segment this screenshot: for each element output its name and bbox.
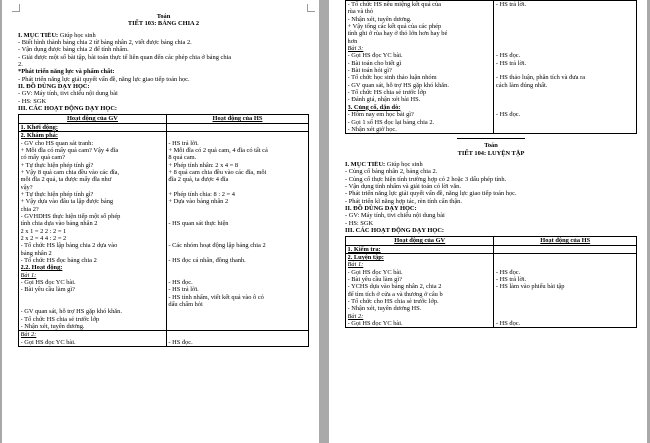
objectives-heading: I. MỤC TIÊU: xyxy=(18,31,59,39)
student-activity-cell xyxy=(166,132,308,331)
cell-text-line: mỗi đĩa 2 quả, ta được mấy đĩa như xyxy=(20,176,112,184)
cell-text-line xyxy=(168,308,306,315)
cell-text-line: 2 x 1 = 2 2 : 2 = 1 xyxy=(20,227,67,235)
cell-text-line xyxy=(496,96,635,103)
cell-text-line xyxy=(496,261,635,268)
cell-text-line: bảng nhân 2 xyxy=(20,249,52,257)
cell-text-line: + Mỗi đĩa có mấy quả cam? Vậy 4 đĩa xyxy=(20,146,119,154)
cell-text-line: + Dựa vào bảng nhân 2 xyxy=(168,198,229,206)
cell-text-line: - Tổ chức HS chia sẻ trước lớp xyxy=(347,89,427,97)
cell-text-line: - HS quan sát thực hiện xyxy=(168,220,229,228)
cell-text-line: + 8 quả cam chia đều vào các đĩa, mỗi xyxy=(168,168,267,176)
cell-text-line: + Vậy tổng các kết quả của các phép xyxy=(347,23,442,31)
lesson-title: TIẾT 104: LUYỆN TẬP xyxy=(457,149,525,157)
table-row xyxy=(19,132,309,331)
cell-text-line: - Tổ chức cho HS chia sẻ trước lớp. xyxy=(347,298,439,306)
cell-text-line xyxy=(496,291,635,298)
cell-text-line xyxy=(496,313,635,320)
list-item: 2. xyxy=(18,61,23,69)
table-row xyxy=(346,245,637,253)
cell-text-line: để tìm tích ở cửa a và thương ở câu b xyxy=(347,290,443,298)
column-header-student: Hoạt động của HS xyxy=(166,115,308,123)
table-row xyxy=(346,254,637,328)
cell-text-line: - HS trả lời. xyxy=(495,276,527,284)
cell-text-line: - Gọi HS đọc YC bài. xyxy=(347,52,403,60)
cell-text-line xyxy=(168,272,306,279)
subject-title: Toán xyxy=(156,13,171,20)
cell-text-line xyxy=(168,264,306,271)
student-activity-cell xyxy=(166,123,308,131)
cell-text-line: - Gọi 1 số HS đọc lại bảng chia 2. xyxy=(347,118,435,126)
cell-text-line: - HS đọc. xyxy=(168,279,193,287)
objectives-tail: Giúp học sinh xyxy=(385,160,423,168)
cell-text-line xyxy=(496,104,635,111)
cell-text-line xyxy=(21,294,165,301)
cell-text-line: - Nhận xét, tuyên dương. xyxy=(20,323,85,331)
cell-text-line: Bài 1: xyxy=(20,271,37,279)
cell-text-line: + Tự thực hiện phép tính gì? xyxy=(20,190,94,198)
student-activity-cell xyxy=(494,245,637,253)
cell-text-line: - GV cho HS quan sát tranh: xyxy=(20,139,94,147)
materials-heading: II. ĐỒ DÙNG DẠY HỌC: xyxy=(345,204,417,212)
list-item: - GV: Máy tính, tivi chiếu nội dung bài xyxy=(18,90,118,98)
cell-text-line: - Hôm nay em học bài gì? xyxy=(347,111,414,119)
table-row xyxy=(346,1,637,134)
list-item: - Phát triển năng lực giải quyết vấn đề, năng lực giao tiếp toán học. xyxy=(345,190,517,198)
cell-text-line: + Vậy dựa vào đâu ta lập được bảng xyxy=(20,198,114,206)
column-header-teacher: Hoạt động của GV xyxy=(19,115,167,123)
lesson-title: TIẾT 103: BẢNG CHIA 2 xyxy=(127,20,200,28)
column-header-teacher: Hoạt động của GV xyxy=(346,237,494,245)
list-item: - HS: SGK xyxy=(345,219,374,227)
list-item: - Biết hình thành bảng chia 2 từ bảng nhân 2, viết được bảng chia 2. xyxy=(18,39,192,47)
cell-text-line xyxy=(496,254,635,261)
cell-text-line: - Gọi HS đọc YC bài. xyxy=(20,338,76,346)
cell-text-line: + Mỗi đĩa có 2 quả cam, 4 đĩa có tất cả xyxy=(168,146,268,154)
continued-activities-table xyxy=(345,0,637,134)
teacher-activity-cell xyxy=(346,254,494,328)
cell-text-line xyxy=(496,23,635,30)
teacher-activity-cell xyxy=(346,245,494,253)
cell-text-line: dấu chấm hỏi xyxy=(168,301,203,309)
margin-corner-mark xyxy=(12,4,20,12)
competency-text: - Phát triển năng lực giải quyết vấn đề, năng lực giao tiếp toán học. xyxy=(18,75,190,83)
cell-text-line: Bài 2: xyxy=(347,312,364,320)
cell-text-line: - Tổ chức HS nêu miệng kết quả của xyxy=(347,1,441,8)
objectives-line xyxy=(345,161,637,168)
list-item: - HS: SGK xyxy=(18,97,47,105)
cell-text-line xyxy=(496,298,635,305)
cell-text-line xyxy=(168,331,306,338)
student-activity-cell xyxy=(494,1,637,134)
section-separator xyxy=(457,138,525,139)
cell-text-line: - Tổ chức học sinh thảo luận nhóm xyxy=(347,74,437,82)
cell-text-line xyxy=(496,67,635,74)
teacher-activity-cell xyxy=(19,331,167,347)
document-page-right xyxy=(329,0,647,443)
cell-text-line: 8 quả cam. xyxy=(168,154,197,162)
cell-text-line: - Tổ chức HS đọc bảng chia 2 xyxy=(20,257,97,264)
cell-text-line: 3. Củng cố, dặn dò: xyxy=(347,103,401,111)
cell-text-line: - GV quan sát, hỗ trợ HS gặp khó khăn. xyxy=(20,308,122,316)
cell-text-line: - Gọi HS đọc YC bài. xyxy=(347,268,403,276)
activities-table xyxy=(345,236,637,328)
cell-text-line xyxy=(21,301,165,308)
subject-title: Toán xyxy=(484,142,498,150)
list-item: - GV: Máy tính, tivi chiếu nội dung bài xyxy=(345,212,445,220)
cell-text-line: - HS đọc. xyxy=(495,52,521,60)
cell-text-line xyxy=(496,305,635,312)
column-header-student: Hoạt động của HS xyxy=(494,237,637,245)
cell-text-line: - Nhận xét, tuyên dương HS. xyxy=(347,305,422,313)
cell-text-line xyxy=(168,228,306,235)
list-item: - Vận dụng tính nhẩm và giải toán có lời văn. xyxy=(345,182,461,190)
cell-text-line: - Bài toán hỏi gì? xyxy=(347,67,392,75)
cell-text-line: tính ghi ở rùa hay ở thỏ lớn hơn hay bé xyxy=(347,30,448,38)
cell-text-line xyxy=(168,316,306,323)
cell-text-line xyxy=(168,213,306,220)
cell-text-line: + Phép tính nhân: 2 x 4 = 8 xyxy=(168,161,239,169)
cell-text-line: có mấy quả cam? xyxy=(20,154,66,162)
cell-text-line: - Nhận xét giờ học. xyxy=(347,125,397,133)
cell-text-line xyxy=(496,45,635,52)
cell-text-line: 2 x 2 = 4 4 : 2 = 2 xyxy=(20,234,67,242)
cell-text-line: - Gọi HS đọc YC bài. xyxy=(347,320,403,328)
cell-text-line: cách làm đúng nhất. xyxy=(495,81,548,89)
list-item: - Giải được một số bài tập, bài toán thực tế liên quan đến các phép chia ở bảng chia xyxy=(18,53,232,61)
page-header-margin xyxy=(2,0,319,13)
cell-text-line xyxy=(496,126,635,133)
teacher-activity-cell xyxy=(19,132,167,331)
cell-text-line: 2. Luyện tập: xyxy=(347,254,384,261)
cell-text-line xyxy=(168,250,306,257)
right-page-content xyxy=(345,0,637,328)
table-row xyxy=(19,123,309,131)
cell-text-line xyxy=(168,323,306,330)
list-item: - Củng cố thực hiện tính trường hợp có 2 hoặc 3 dấu phép tính. xyxy=(345,175,507,183)
competency-heading: *Phát triển năng lực và phẩm chất: xyxy=(18,68,115,76)
cell-text-line: đĩa 2 quả, ta được 4 đĩa xyxy=(168,176,229,184)
teacher-activity-cell xyxy=(346,1,494,134)
cell-text-line: - HS làm vào phiếu bài tập xyxy=(495,283,565,291)
cell-text-line: - Các nhóm hoạt động lập bảng chia 2 xyxy=(168,242,266,250)
student-activity-cell xyxy=(494,254,637,328)
cell-text-line xyxy=(168,235,306,242)
teacher-activity-cell xyxy=(19,123,167,131)
objectives-list xyxy=(18,39,309,68)
cell-text-line: - Nhận xét, tuyên dương. xyxy=(347,15,412,23)
cell-text-line: 2.2. Hoạt động: xyxy=(20,264,63,272)
objectives-list xyxy=(345,168,637,205)
margin-corner-mark xyxy=(307,4,315,12)
cell-text-line: hơn xyxy=(347,37,358,45)
cell-text-line: - Đánh giá, nhận xét bài HS. xyxy=(347,96,421,104)
cell-text-line xyxy=(496,16,635,23)
cell-text-line: chia 2? xyxy=(20,205,39,213)
cell-text-line: + Phép tính chia: 8 : 2 = 4 xyxy=(168,190,235,198)
cell-text-line: - HS đọc. xyxy=(495,320,521,328)
table-row xyxy=(19,331,309,347)
cell-text-line: - Tổ chức HS chia sẻ trước lớp xyxy=(20,315,100,323)
materials-list xyxy=(18,90,309,105)
document-page-left xyxy=(2,0,319,443)
cell-text-line: - HS trả lời. xyxy=(495,59,527,67)
cell-text-line xyxy=(168,206,306,213)
objectives-line xyxy=(18,32,309,39)
cell-text-line: tính chia dựa vào bảng nhân 2 xyxy=(20,220,98,228)
materials-list xyxy=(345,212,637,227)
activities-heading: III. CÁC HOẠT ĐỘNG DẠY HỌC: xyxy=(18,105,118,113)
cell-text-line: - HS đọc. xyxy=(495,111,521,119)
cell-text-line: - HS trả lời. xyxy=(168,286,199,294)
cell-text-line: rùa và thỏ xyxy=(347,8,374,16)
list-item: - Phát triển kĩ năng hợp tác, rèn tính cẩn thận. xyxy=(345,197,462,205)
cell-text-line: + Tự thực hiện phép tính gì? xyxy=(20,161,94,169)
list-item: - Vận dụng được bảng chia 2 để tính nhẩm. xyxy=(18,46,129,54)
cell-text-line xyxy=(168,132,306,139)
cell-text-line: - Bài toán cho biết gì xyxy=(347,59,402,67)
cell-text-line: - HS đọc. xyxy=(168,338,193,346)
objectives-heading: I. MỤC TIÊU: xyxy=(345,160,386,168)
cell-text-line: - HS tính nhẩm, viết kết quả vào ô có xyxy=(168,293,264,301)
cell-text-line: Bài 1: xyxy=(347,261,364,269)
cell-text-line: - HS trả lời. xyxy=(168,139,199,147)
left-page-content xyxy=(18,13,309,347)
cell-text-line: - HS đọc. xyxy=(495,268,521,276)
activities-table xyxy=(18,114,309,347)
cell-text-line: - GV quan sát, hỗ trợ HS gặp khó khăn. xyxy=(347,81,449,89)
cell-text-line xyxy=(496,30,635,37)
cell-text-line xyxy=(496,8,635,15)
cell-text-line: - HS đọc cá nhân, đồng thanh. xyxy=(168,257,246,264)
cell-text-line: - GVHDHS thực hiện tiếp một số phép xyxy=(20,212,121,220)
cell-text-line xyxy=(496,119,635,126)
cell-text-line: - Bài yêu cầu làm gì? xyxy=(347,276,402,284)
cell-text-line: vậy? xyxy=(20,183,33,191)
cell-text-line: + Vậy 8 quả cam chia đều vào các đĩa, xyxy=(20,168,120,176)
cell-text-line: - YCHS dựa vào bảng nhân 2, chia 2 xyxy=(347,283,442,291)
objectives-tail: Giúp học sinh xyxy=(58,31,96,39)
student-activity-cell xyxy=(166,331,308,347)
cell-text-line: - HS trả lời. xyxy=(495,1,527,8)
cell-text-line: 2. Khám phá: xyxy=(20,132,58,140)
cell-text-line: - HS thảo luận, phân tích và đưa ra xyxy=(495,74,586,82)
materials-heading: II. ĐỒ DÙNG DẠY HỌC: xyxy=(18,83,90,91)
cell-text-line: Bài 3: xyxy=(347,45,364,53)
cell-text-line: 1. Kiểm tra: xyxy=(347,245,381,253)
activities-heading: III. CÁC HOẠT ĐỘNG DẠY HỌC: xyxy=(345,226,445,234)
list-item: - Củng cố bảng nhân 2, bảng chia 2. xyxy=(345,168,438,176)
cell-text-line: 1. Khởi động: xyxy=(20,123,58,131)
cell-text-line xyxy=(496,38,635,45)
cell-text-line xyxy=(496,89,635,96)
cell-text-line: - Tổ chức HS lập bảng chia 2 dựa vào xyxy=(20,242,118,250)
cell-text-line: Bài 2: xyxy=(20,331,37,339)
cell-text-line: - Bài yêu cầu làm gì? xyxy=(20,286,75,294)
cell-text-line xyxy=(168,184,306,191)
cell-text-line: - Gọi HS đọc YC bài. xyxy=(20,279,76,287)
